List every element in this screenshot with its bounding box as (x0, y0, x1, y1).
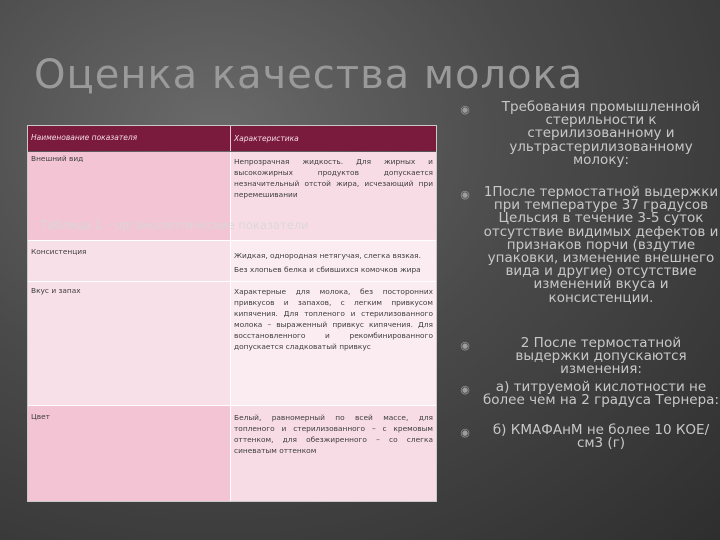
circle-bullet-icon: ◉ (460, 426, 470, 439)
row-value: Характерные для молока, без посторонних привкусов и запахов, с легким привкусом кипячения. Для топленого и стерилизованного молока – выраженный привкус кипячения. Для восстановленного и рекомбинированного допускается сладковатый привкус (234, 287, 433, 351)
circle-bullet-icon: ◉ (460, 339, 470, 352)
row-value: Непрозрачная жидкость. Для жирных и высокожирных продуктов допускается незначительный отстой жира, исчезающий при перемешивании (234, 157, 433, 199)
slide-title: Оценка качества молока (34, 52, 584, 98)
header-col-name: Наименование показателя (28, 126, 231, 151)
row-name: Консистенция (31, 247, 87, 256)
row-value: Жидкая, однородная нетягучая, слегка вязкая. (234, 251, 421, 260)
table-row (28, 241, 436, 282)
table-header-row (28, 126, 436, 151)
circle-bullet-icon: ◉ (460, 103, 470, 116)
table-row (28, 282, 436, 406)
table-caption: Таблица 1 – органолептические показатели (40, 218, 309, 232)
table-row (28, 406, 436, 501)
row-name: Вкус и запах (31, 286, 81, 295)
row-name: Цвет (31, 412, 50, 421)
row-name: Внешний вид (31, 154, 84, 163)
quality-table (27, 125, 437, 502)
circle-bullet-icon: ◉ (460, 383, 470, 396)
circle-bullet-icon: ◉ (460, 188, 470, 201)
header-col-characteristic: Характеристика (234, 134, 299, 143)
row-value: Белый, равномерный по всей массе, для топленого и стерилизованного – с кремовым оттенком, для обезжиренного – со слегка синеватым оттенком (234, 413, 433, 455)
row-value-extra: Без хлопьев белка и сбившихся комочков жира (234, 265, 421, 274)
